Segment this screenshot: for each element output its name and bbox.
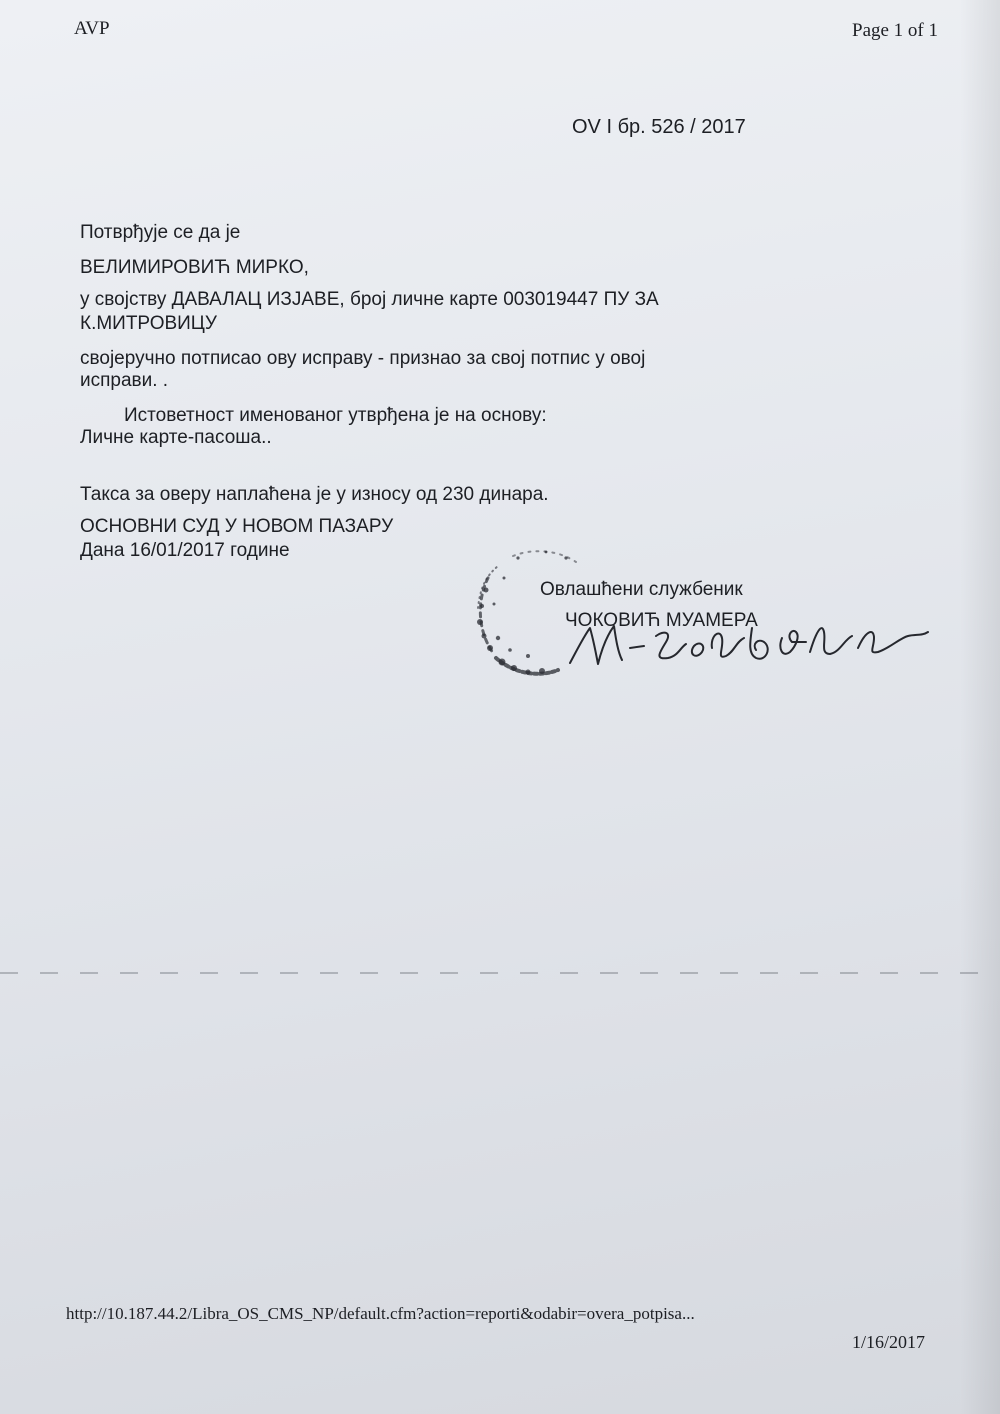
body-line-1: Потврђује се да је: [80, 222, 241, 243]
signature-icon: [560, 608, 940, 678]
body-line-6: исправи. .: [80, 370, 169, 391]
date-line: Дана 16/01/2017 године: [80, 540, 290, 561]
header-left: AVP: [74, 18, 110, 39]
footer-url: http://10.187.44.2/Libra_OS_CMS_NP/default.cfm?action=reporti&odabir=overa_potpisa...: [66, 1304, 695, 1323]
court-name: ОСНОВНИ СУД У НОВОМ ПАЗАРУ: [80, 516, 394, 537]
footer-date: 1/16/2017: [852, 1332, 926, 1352]
person-name: ВЕЛИМИРОВИЋ МИРКО,: [80, 257, 309, 278]
official-title: Овлашћени службеник: [540, 579, 743, 600]
body-line-7: Истоветност именованог утврђена је на основу:: [124, 405, 547, 426]
page-shadow: [960, 0, 1000, 1414]
fold-line: [0, 968, 1000, 978]
body-line-4: К.МИТРОВИЦУ: [80, 313, 217, 334]
fee-line: Такса за оверу наплаћена је у износу од 230 динара.: [80, 484, 549, 505]
body-line-3: у својству ДАВАЛАЦ ИЗЈАВЕ, број личне карте 003019447 ПУ ЗА: [80, 289, 659, 310]
official-name: ЧОКОВИЋ МУАМЕРА: [565, 610, 758, 631]
body-line-5: својеручно потписао ову исправу - признао за свој потпис у овој: [80, 348, 646, 369]
document-number: OV I бр. 526 / 2017: [572, 116, 746, 138]
body-line-8: Личне карте-пасоша..: [80, 427, 272, 448]
page-indicator: Page 1 of 1: [852, 20, 939, 41]
